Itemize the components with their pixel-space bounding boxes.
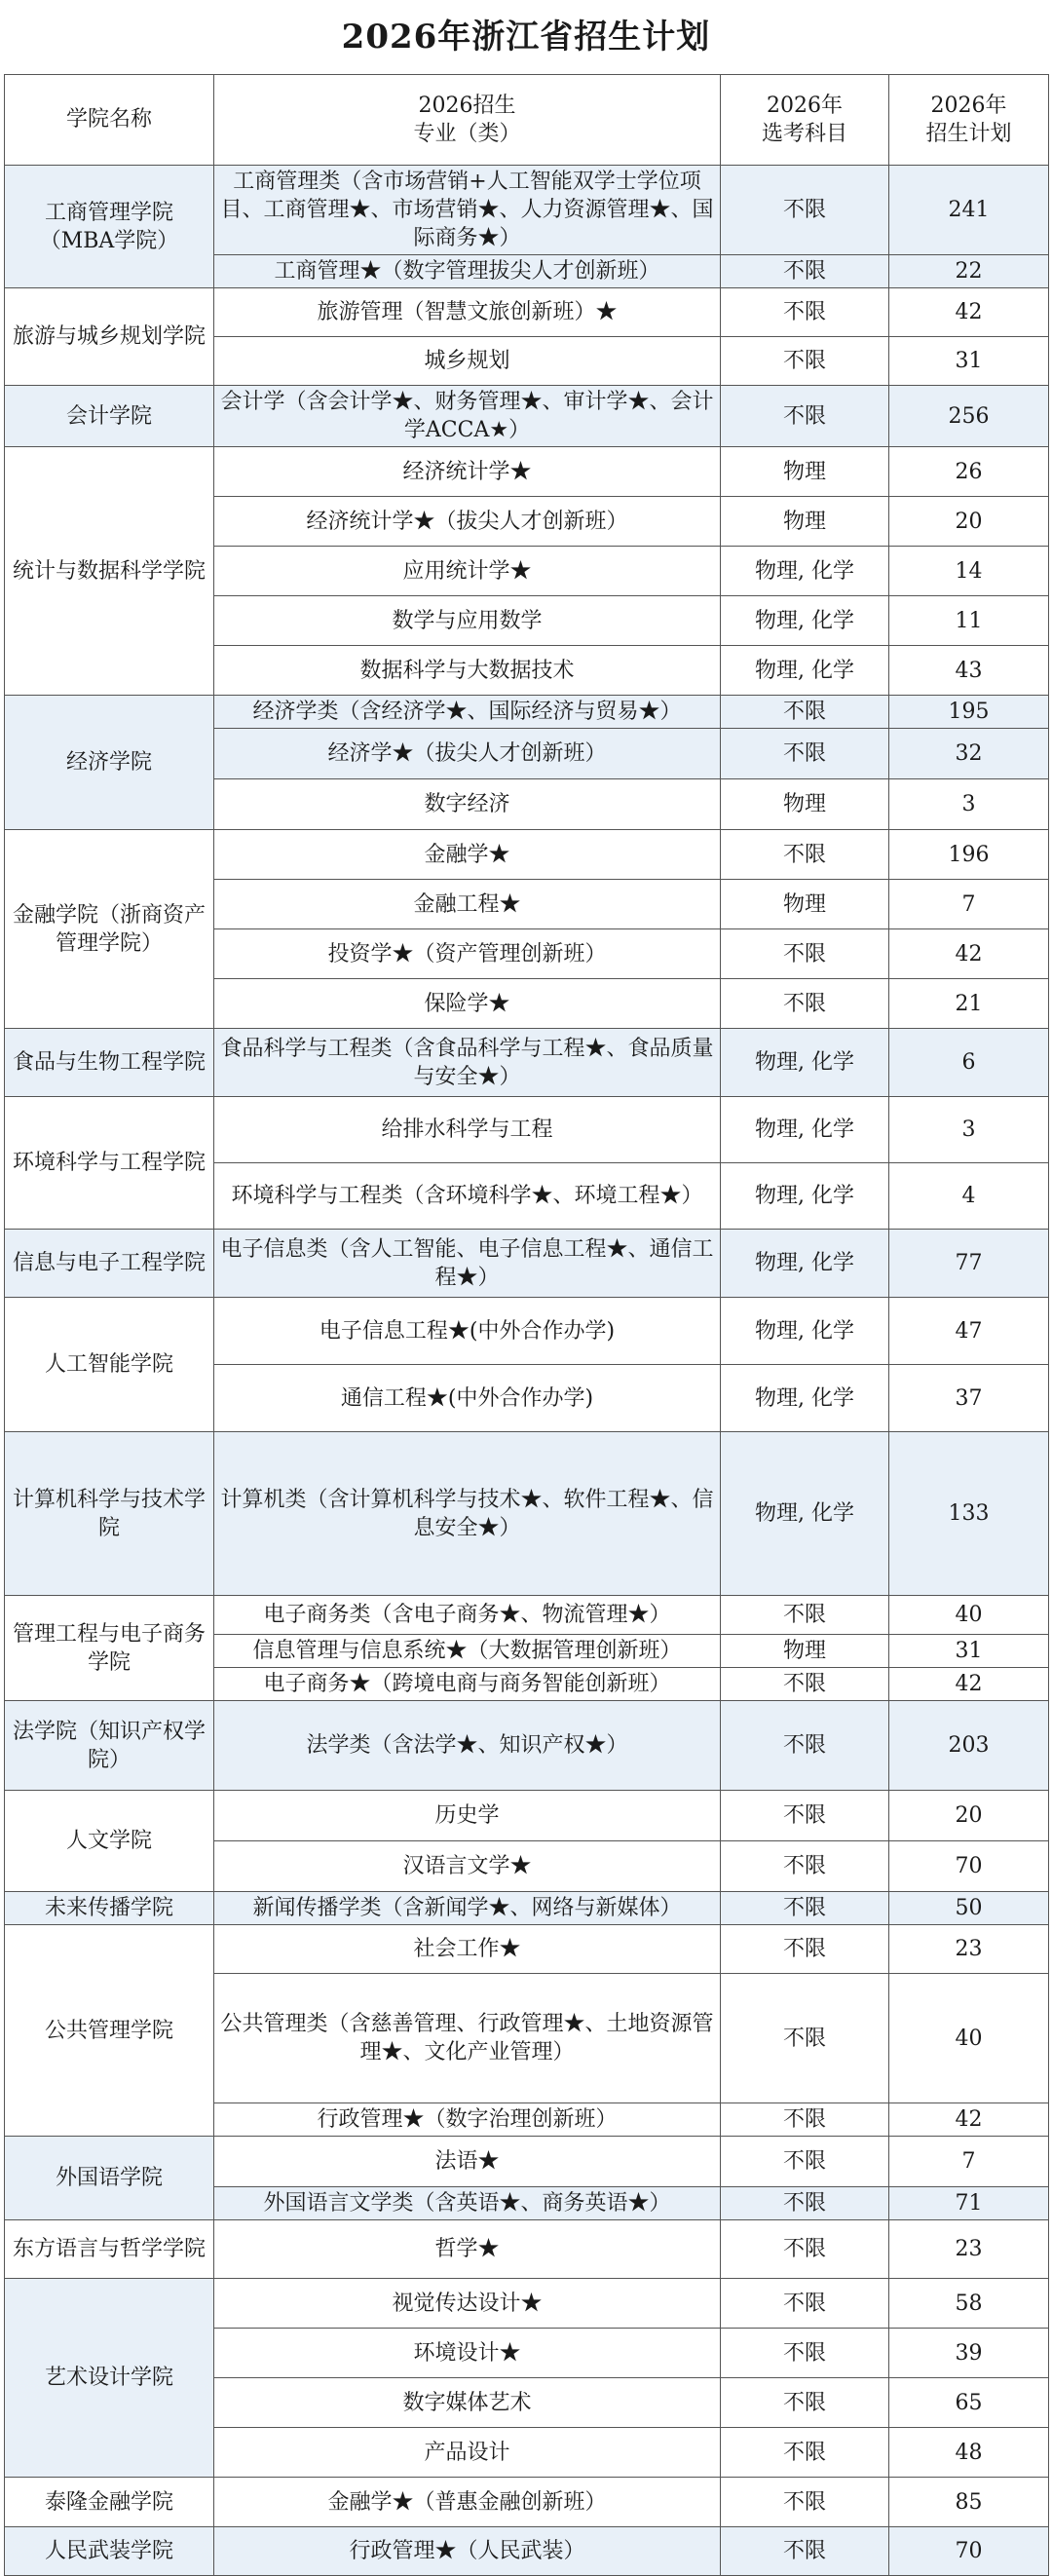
subject-cell: 物理 <box>721 779 889 830</box>
major-cell: 法语★ <box>214 2137 721 2187</box>
major-cell: 投资学★（资产管理创新班） <box>214 929 721 979</box>
table-row <box>5 1029 1049 1097</box>
subject-cell: 不限 <box>721 255 889 288</box>
subject-cell: 不限 <box>721 2220 889 2279</box>
table-row <box>5 1432 1049 1596</box>
major-cell: 哲学★ <box>214 2220 721 2279</box>
subject-cell: 物理, 化学 <box>721 596 889 646</box>
plan-count-cell: 26 <box>889 447 1049 497</box>
subject-cell: 不限 <box>721 979 889 1029</box>
major-cell: 电子商务类（含电子商务★、物流管理★） <box>214 1596 721 1635</box>
major-cell: 工商管理★（数字管理拔尖人才创新班） <box>214 255 721 288</box>
subject-cell: 不限 <box>721 166 889 255</box>
plan-count-cell: 23 <box>889 1925 1049 1974</box>
college-name-cell: 外国语学院 <box>5 2137 214 2220</box>
plan-count-cell: 43 <box>889 646 1049 696</box>
subject-cell: 物理, 化学 <box>721 1163 889 1230</box>
major-cell: 金融学★ <box>214 830 721 880</box>
plan-count-cell: 42 <box>889 1668 1049 1701</box>
header-major-line2: 专业（类） <box>413 122 521 146</box>
plan-count-cell: 7 <box>889 880 1049 929</box>
header-major-line1: 2026招生 <box>418 93 516 118</box>
plan-count-cell: 31 <box>889 337 1049 386</box>
college-name-cell: 公共管理学院 <box>5 1925 214 2137</box>
subject-cell: 不限 <box>721 2103 889 2137</box>
major-cell: 经济统计学★ <box>214 447 721 497</box>
major-cell: 计算机类（含计算机科学与技术★、软件工程★、信息安全★） <box>214 1432 721 1596</box>
subject-cell: 不限 <box>721 2187 889 2220</box>
subject-cell: 不限 <box>721 2137 889 2187</box>
header-major <box>214 75 721 166</box>
major-cell: 行政管理★（人民武装） <box>214 2527 721 2576</box>
subject-cell: 不限 <box>721 1668 889 1701</box>
table-body <box>5 166 1049 2576</box>
table-row <box>5 1596 1049 1635</box>
major-cell: 信息管理与信息系统★（大数据管理创新班） <box>214 1635 721 1668</box>
subject-cell: 不限 <box>721 288 889 337</box>
enrollment-plan-table <box>4 74 1049 2576</box>
plan-count-cell: 14 <box>889 547 1049 596</box>
subject-cell: 不限 <box>721 386 889 447</box>
major-cell: 会计学（含会计学★、财务管理★、审计学★、会计学ACCA★） <box>214 386 721 447</box>
table-row <box>5 447 1049 497</box>
plan-count-cell: 23 <box>889 2220 1049 2279</box>
plan-count-cell: 77 <box>889 1230 1049 1298</box>
major-cell: 保险学★ <box>214 979 721 1029</box>
subject-cell: 不限 <box>721 2527 889 2576</box>
plan-count-cell: 65 <box>889 2378 1049 2428</box>
college-name-cell: 环境科学与工程学院 <box>5 1097 214 1230</box>
plan-count-cell: 203 <box>889 1701 1049 1791</box>
plan-count-cell: 31 <box>889 1635 1049 1668</box>
subject-cell: 不限 <box>721 929 889 979</box>
college-name-cell: 计算机科学与技术学院 <box>5 1432 214 1596</box>
major-cell: 历史学 <box>214 1791 721 1841</box>
subject-cell: 不限 <box>721 1925 889 1974</box>
major-cell: 外国语言文学类（含英语★、商务英语★） <box>214 2187 721 2220</box>
major-cell: 电子信息工程★(中外合作办学) <box>214 1298 721 1365</box>
college-name-cell: 人民武装学院 <box>5 2527 214 2576</box>
header-subject-line1: 2026年 <box>767 93 843 118</box>
plan-count-cell: 42 <box>889 929 1049 979</box>
major-cell: 金融学★（普惠金融创新班） <box>214 2478 721 2527</box>
college-name-cell: 经济学院 <box>5 696 214 830</box>
plan-count-cell: 42 <box>889 288 1049 337</box>
major-cell: 视觉传达设计★ <box>214 2279 721 2329</box>
college-name-cell: 东方语言与哲学学院 <box>5 2220 214 2279</box>
college-name-cell: 会计学院 <box>5 386 214 447</box>
subject-cell: 物理, 化学 <box>721 1365 889 1432</box>
table-row <box>5 2137 1049 2187</box>
table-row <box>5 2220 1049 2279</box>
major-cell: 经济学★（拔尖人才创新班） <box>214 729 721 779</box>
header-subject-line2: 选考科目 <box>761 122 847 146</box>
subject-cell: 不限 <box>721 830 889 880</box>
major-cell: 经济统计学★（拔尖人才创新班） <box>214 497 721 547</box>
college-name-cell: 泰隆金融学院 <box>5 2478 214 2527</box>
subject-cell: 物理, 化学 <box>721 547 889 596</box>
plan-count-cell: 256 <box>889 386 1049 447</box>
major-cell: 工商管理类（含市场营销+人工智能双学士学位项目、工商管理★、市场营销★、人力资源管理★、国际商务★） <box>214 166 721 255</box>
major-cell: 数学与应用数学 <box>214 596 721 646</box>
subject-cell: 不限 <box>721 2329 889 2378</box>
table-row <box>5 1791 1049 1841</box>
college-name-cell: 管理工程与电子商务学院 <box>5 1596 214 1701</box>
major-cell: 行政管理★（数字治理创新班） <box>214 2103 721 2137</box>
subject-cell: 物理, 化学 <box>721 646 889 696</box>
college-name-cell: 人工智能学院 <box>5 1298 214 1432</box>
table-row <box>5 166 1049 255</box>
header-plan-line2: 招生计划 <box>925 122 1012 146</box>
college-name-cell: 法学院（知识产权学院） <box>5 1701 214 1791</box>
college-name-cell: 金融学院（浙商资产管理学院） <box>5 830 214 1029</box>
major-cell: 数字经济 <box>214 779 721 830</box>
plan-count-cell: 42 <box>889 2103 1049 2137</box>
plan-count-cell: 11 <box>889 596 1049 646</box>
major-cell: 旅游管理（智慧文旅创新班）★ <box>214 288 721 337</box>
table-row <box>5 696 1049 729</box>
subject-cell: 不限 <box>721 2378 889 2428</box>
header-subject <box>721 75 889 166</box>
plan-count-cell: 37 <box>889 1365 1049 1432</box>
subject-cell: 物理, 化学 <box>721 1097 889 1163</box>
table-row <box>5 386 1049 447</box>
subject-cell: 物理 <box>721 497 889 547</box>
table-row <box>5 1097 1049 1163</box>
college-name-cell: 工商管理学院（MBA学院） <box>5 166 214 288</box>
plan-count-cell: 50 <box>889 1892 1049 1925</box>
college-name-cell: 食品与生物工程学院 <box>5 1029 214 1097</box>
major-cell: 给排水科学与工程 <box>214 1097 721 1163</box>
subject-cell: 不限 <box>721 2279 889 2329</box>
plan-count-cell: 3 <box>889 1097 1049 1163</box>
subject-cell: 不限 <box>721 1841 889 1892</box>
college-name-cell: 旅游与城乡规划学院 <box>5 288 214 386</box>
table-header-row <box>5 75 1049 166</box>
major-cell: 通信工程★(中外合作办学) <box>214 1365 721 1432</box>
plan-count-cell: 32 <box>889 729 1049 779</box>
plan-count-cell: 195 <box>889 696 1049 729</box>
college-name-cell: 信息与电子工程学院 <box>5 1230 214 1298</box>
major-cell: 应用统计学★ <box>214 547 721 596</box>
subject-cell: 物理 <box>721 447 889 497</box>
table-row <box>5 1925 1049 1974</box>
page-title: 2026年浙江省招生计划 <box>341 18 711 57</box>
plan-count-cell: 4 <box>889 1163 1049 1230</box>
subject-cell: 不限 <box>721 1791 889 1841</box>
plan-count-cell: 20 <box>889 497 1049 547</box>
major-cell: 数字媒体艺术 <box>214 2378 721 2428</box>
plan-count-cell: 196 <box>889 830 1049 880</box>
table-row <box>5 2279 1049 2329</box>
header-plan-line1: 2026年 <box>930 93 1007 118</box>
plan-count-cell: 21 <box>889 979 1049 1029</box>
subject-cell: 不限 <box>721 1701 889 1791</box>
plan-count-cell: 20 <box>889 1791 1049 1841</box>
college-name-cell: 艺术设计学院 <box>5 2279 214 2478</box>
header-college-label: 学院名称 <box>65 107 152 133</box>
header-college <box>5 75 214 166</box>
plan-count-cell: 48 <box>889 2428 1049 2478</box>
major-cell: 环境科学与工程类（含环境科学★、环境工程★） <box>214 1163 721 1230</box>
table-row <box>5 1892 1049 1925</box>
subject-cell: 物理, 化学 <box>721 1029 889 1097</box>
major-cell: 新闻传播学类（含新闻学★、网络与新媒体） <box>214 1892 721 1925</box>
plan-count-cell: 58 <box>889 2279 1049 2329</box>
subject-cell: 物理 <box>721 1635 889 1668</box>
plan-count-cell: 3 <box>889 779 1049 830</box>
major-cell: 社会工作★ <box>214 1925 721 1974</box>
subject-cell: 不限 <box>721 696 889 729</box>
plan-count-cell: 70 <box>889 2527 1049 2576</box>
major-cell: 电子信息类（含人工智能、电子信息工程★、通信工程★） <box>214 1230 721 1298</box>
major-cell: 法学类（含法学★、知识产权★） <box>214 1701 721 1791</box>
subject-cell: 物理, 化学 <box>721 1432 889 1596</box>
major-cell: 汉语言文学★ <box>214 1841 721 1892</box>
major-cell: 城乡规划 <box>214 337 721 386</box>
plan-count-cell: 39 <box>889 2329 1049 2378</box>
table-row <box>5 1298 1049 1365</box>
plan-count-cell: 47 <box>889 1298 1049 1365</box>
plan-count-cell: 71 <box>889 2187 1049 2220</box>
subject-cell: 不限 <box>721 1596 889 1635</box>
college-name-cell: 未来传播学院 <box>5 1892 214 1925</box>
plan-count-cell: 70 <box>889 1841 1049 1892</box>
major-cell: 公共管理类（含慈善管理、行政管理★、土地资源管理★、文化产业管理） <box>214 1974 721 2103</box>
subject-cell: 物理, 化学 <box>721 1230 889 1298</box>
plan-count-cell: 40 <box>889 1974 1049 2103</box>
table-row <box>5 2527 1049 2576</box>
header-plan <box>889 75 1049 166</box>
plan-count-cell: 241 <box>889 166 1049 255</box>
plan-count-cell: 22 <box>889 255 1049 288</box>
major-cell: 食品科学与工程类（含食品科学与工程★、食品质量与安全★） <box>214 1029 721 1097</box>
major-cell: 环境设计★ <box>214 2329 721 2378</box>
plan-count-cell: 40 <box>889 1596 1049 1635</box>
subject-cell: 不限 <box>721 2478 889 2527</box>
plan-count-cell: 85 <box>889 2478 1049 2527</box>
subject-cell: 不限 <box>721 729 889 779</box>
major-cell: 数据科学与大数据技术 <box>214 646 721 696</box>
major-cell: 电子商务★（跨境电商与商务智能创新班） <box>214 1668 721 1701</box>
subject-cell: 物理 <box>721 880 889 929</box>
college-name-cell: 人文学院 <box>5 1791 214 1892</box>
table-row <box>5 288 1049 337</box>
major-cell: 经济学类（含经济学★、国际经济与贸易★） <box>214 696 721 729</box>
table-row <box>5 1701 1049 1791</box>
table-row <box>5 2478 1049 2527</box>
plan-count-cell: 133 <box>889 1432 1049 1596</box>
subject-cell: 不限 <box>721 1974 889 2103</box>
subject-cell: 物理, 化学 <box>721 1298 889 1365</box>
table-row <box>5 830 1049 880</box>
subject-cell: 不限 <box>721 1892 889 1925</box>
college-name-cell: 统计与数据科学学院 <box>5 447 214 696</box>
major-cell: 产品设计 <box>214 2428 721 2478</box>
plan-count-cell: 6 <box>889 1029 1049 1097</box>
table-row <box>5 1230 1049 1298</box>
major-cell: 金融工程★ <box>214 880 721 929</box>
subject-cell: 不限 <box>721 337 889 386</box>
subject-cell: 不限 <box>721 2428 889 2478</box>
plan-count-cell: 7 <box>889 2137 1049 2187</box>
